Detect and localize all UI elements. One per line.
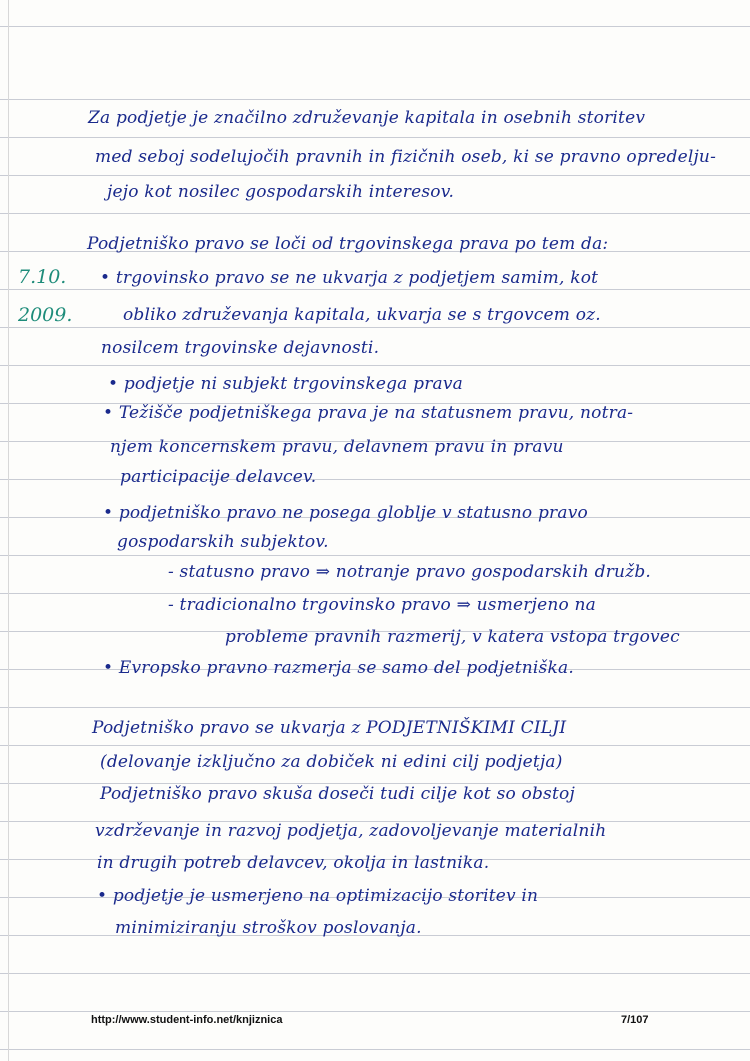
note-line: minimiziranju stroškov poslovanja. [115, 918, 422, 938]
note-line: - statusno pravo ⇒ notranje pravo gospodarskih družb. [168, 562, 652, 582]
note-line: participacije delavcev. [120, 467, 317, 487]
note-line: Podjetniško pravo se ukvarja z PODJETNIŠKIMI CILJI [92, 718, 567, 738]
note-line: • Težišče podjetniškega prava je na statusnem pravu, notra- [103, 403, 634, 423]
note-line: obliko združevanja kapitala, ukvarja se s trgovcem oz. [123, 305, 601, 325]
page-number: 7/107 [621, 1014, 649, 1026]
footer-url: http://www.student-info.net/knjiznica [91, 1014, 283, 1026]
note-line: • Evropsko pravno razmerja se samo del podjetniška. [103, 658, 574, 678]
note-line: • trgovinsko pravo se ne ukvarja z podjetjem samim, kot [100, 268, 599, 288]
note-line: Podjetniško pravo se loči od trgovinskega prava po tem da: [87, 234, 609, 254]
note-line: • podjetje je usmerjeno na optimizacijo storitev in [97, 886, 539, 906]
note-line: - tradicionalno trgovinsko pravo ⇒ usmerjeno na [168, 595, 597, 615]
note-line: probleme pravnih razmerij, v katera vstopa trgovec [225, 627, 680, 647]
note-line: • podjetje ni subjekt trgovinskega prava [108, 374, 463, 394]
note-line: gospodarskih subjektov. [117, 532, 329, 552]
note-line: njem koncernskem pravu, delavnem pravu in pravu [110, 437, 564, 457]
note-line: (delovanje izključno za dobiček ni edini cilj podjetja) [100, 752, 563, 772]
note-line: Za podjetje je značilno združevanje kapitala in osebnih storitev [88, 108, 646, 128]
date-line: 7.10. [18, 266, 67, 288]
note-line: nosilcem trgovinske dejavnosti. [101, 338, 380, 358]
note-line: med seboj sodelujočih pravnih in fizičnih oseb, ki se pravno opredelju- [95, 147, 717, 167]
margin-line [8, 0, 9, 1061]
note-line: • podjetniško pravo ne posega globlje v statusno pravo [103, 503, 588, 523]
note-line: vzdrževanje in razvoj podjetja, zadovoljevanje materialnih [95, 821, 607, 841]
date-line: 2009. [18, 304, 73, 326]
note-line: Podjetniško pravo skuša doseči tudi cilje kot so obstoj [100, 784, 575, 804]
note-line: in drugih potreb delavcev, okolja in lastnika. [97, 853, 490, 873]
note-line: jejo kot nosilec gospodarskih interesov. [107, 182, 455, 202]
